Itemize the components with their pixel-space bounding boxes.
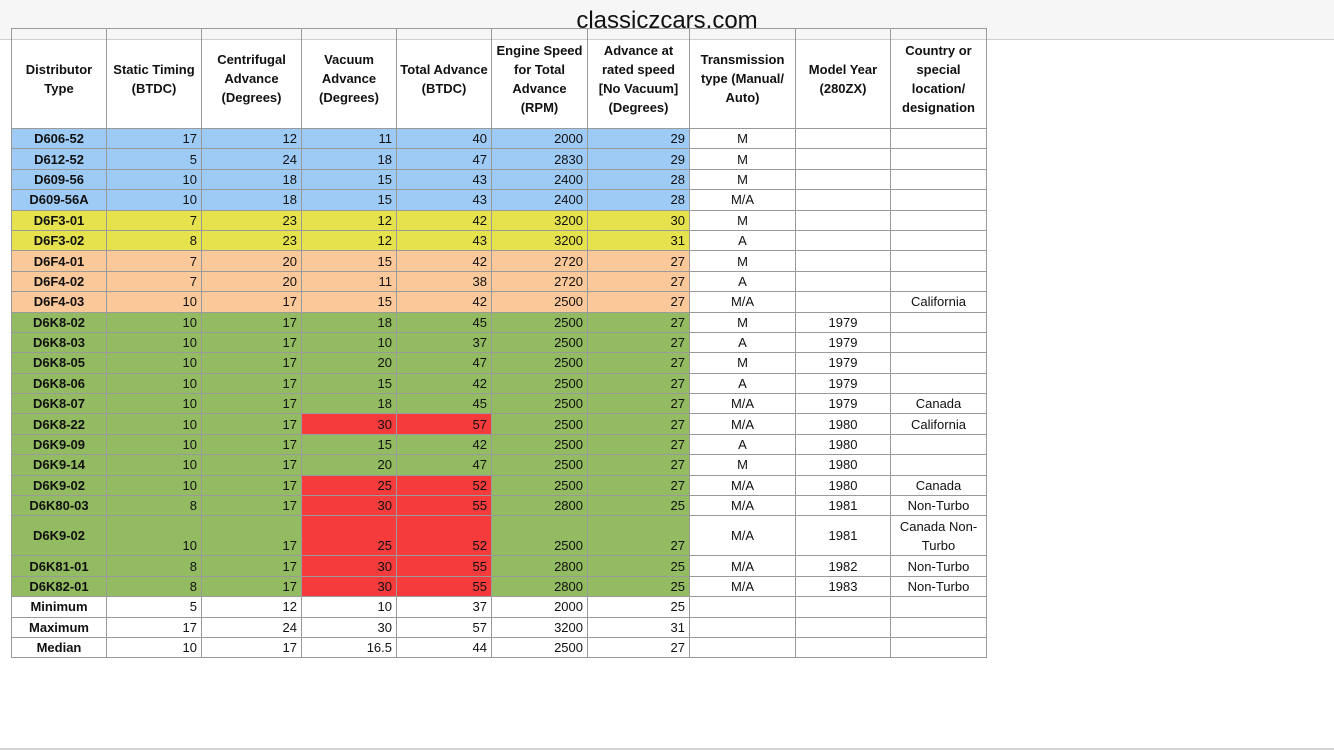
distributor-type-cell: D6K8-06 <box>12 373 107 393</box>
text-cell <box>690 597 796 617</box>
text-cell: M/A <box>690 516 796 556</box>
text-cell <box>690 637 796 657</box>
numeric-cell: 52 <box>397 475 492 495</box>
numeric-cell: 27 <box>588 434 690 454</box>
numeric-cell: 17 <box>202 292 302 312</box>
distributor-table-container <box>11 40 986 656</box>
numeric-cell: 42 <box>397 210 492 230</box>
numeric-cell: 5 <box>107 149 202 169</box>
numeric-cell: 30 <box>302 576 397 596</box>
numeric-cell: 47 <box>397 149 492 169</box>
numeric-cell: 2400 <box>492 190 588 210</box>
text-cell: A <box>690 373 796 393</box>
column-header: Country or special location/ designation <box>891 29 987 129</box>
table-row <box>12 251 987 271</box>
table-row <box>12 475 987 495</box>
numeric-cell: 27 <box>588 516 690 556</box>
table-row <box>12 434 987 454</box>
numeric-cell: 52 <box>397 516 492 556</box>
numeric-cell: 45 <box>397 394 492 414</box>
distributor-type-cell: D6K8-03 <box>12 332 107 352</box>
numeric-cell: 17 <box>202 332 302 352</box>
text-cell: M/A <box>690 292 796 312</box>
numeric-cell: 2500 <box>492 434 588 454</box>
location-cell: Canada Non-Turbo <box>891 516 987 556</box>
text-cell <box>796 292 891 312</box>
numeric-cell: 27 <box>588 414 690 434</box>
numeric-cell: 17 <box>107 617 202 637</box>
text-cell <box>796 597 891 617</box>
numeric-cell: 30 <box>302 617 397 637</box>
numeric-cell: 10 <box>107 637 202 657</box>
distributor-type-cell: D6K9-02 <box>12 475 107 495</box>
text-cell: 1982 <box>796 556 891 576</box>
numeric-cell: 16.5 <box>302 637 397 657</box>
distributor-type-cell: D6K8-02 <box>12 312 107 332</box>
table-row <box>12 597 987 617</box>
table-row <box>12 373 987 393</box>
numeric-cell: 30 <box>302 556 397 576</box>
numeric-cell: 27 <box>588 292 690 312</box>
numeric-cell: 17 <box>107 129 202 149</box>
text-cell: M/A <box>690 496 796 516</box>
location-cell <box>891 230 987 250</box>
numeric-cell: 57 <box>397 414 492 434</box>
numeric-cell: 25 <box>302 516 397 556</box>
numeric-cell: 2500 <box>492 394 588 414</box>
numeric-cell: 43 <box>397 230 492 250</box>
numeric-cell: 42 <box>397 434 492 454</box>
numeric-cell: 11 <box>302 129 397 149</box>
numeric-cell: 43 <box>397 169 492 189</box>
numeric-cell: 12 <box>202 597 302 617</box>
numeric-cell: 17 <box>202 434 302 454</box>
text-cell: 1979 <box>796 312 891 332</box>
numeric-cell: 15 <box>302 434 397 454</box>
numeric-cell: 40 <box>397 129 492 149</box>
distributor-type-cell: D609-56A <box>12 190 107 210</box>
distributor-type-cell: D6F3-02 <box>12 230 107 250</box>
text-cell: M <box>690 353 796 373</box>
numeric-cell: 12 <box>302 210 397 230</box>
distributor-type-cell: D6K8-07 <box>12 394 107 414</box>
location-cell <box>891 169 987 189</box>
numeric-cell: 27 <box>588 455 690 475</box>
column-header: Centrifugal Advance (Degrees) <box>202 29 302 129</box>
text-cell: A <box>690 271 796 291</box>
table-row <box>12 129 987 149</box>
table-row <box>12 353 987 373</box>
distributor-type-cell: D6K8-22 <box>12 414 107 434</box>
numeric-cell: 27 <box>588 637 690 657</box>
table-row <box>12 332 987 352</box>
location-cell: California <box>891 292 987 312</box>
location-cell <box>891 271 987 291</box>
numeric-cell: 17 <box>202 373 302 393</box>
numeric-cell: 45 <box>397 312 492 332</box>
text-cell: M/A <box>690 556 796 576</box>
distributor-type-cell: Median <box>12 637 107 657</box>
numeric-cell: 18 <box>302 312 397 332</box>
distributor-type-cell: D6K9-09 <box>12 434 107 454</box>
numeric-cell: 7 <box>107 251 202 271</box>
numeric-cell: 2500 <box>492 312 588 332</box>
numeric-cell: 20 <box>302 455 397 475</box>
text-cell: M <box>690 210 796 230</box>
table-row <box>12 637 987 657</box>
numeric-cell: 37 <box>397 332 492 352</box>
text-cell: 1981 <box>796 516 891 556</box>
table-row <box>12 394 987 414</box>
numeric-cell: 17 <box>202 516 302 556</box>
column-header: Static Timing (BTDC) <box>107 29 202 129</box>
numeric-cell: 57 <box>397 617 492 637</box>
text-cell <box>796 230 891 250</box>
table-row <box>12 414 987 434</box>
numeric-cell: 5 <box>107 597 202 617</box>
numeric-cell: 2500 <box>492 637 588 657</box>
numeric-cell: 27 <box>588 475 690 495</box>
numeric-cell: 17 <box>202 455 302 475</box>
table-row <box>12 149 987 169</box>
distributor-type-cell: D6F4-03 <box>12 292 107 312</box>
numeric-cell: 2500 <box>492 516 588 556</box>
numeric-cell: 15 <box>302 251 397 271</box>
table-row <box>12 230 987 250</box>
column-header: Model Year (280ZX) <box>796 29 891 129</box>
location-cell <box>891 251 987 271</box>
numeric-cell: 2000 <box>492 129 588 149</box>
numeric-cell: 10 <box>302 597 397 617</box>
numeric-cell: 30 <box>588 210 690 230</box>
numeric-cell: 27 <box>588 373 690 393</box>
text-cell: 1980 <box>796 475 891 495</box>
numeric-cell: 10 <box>302 332 397 352</box>
numeric-cell: 28 <box>588 169 690 189</box>
numeric-cell: 3200 <box>492 210 588 230</box>
numeric-cell: 7 <box>107 271 202 291</box>
numeric-cell: 55 <box>397 496 492 516</box>
numeric-cell: 2800 <box>492 576 588 596</box>
numeric-cell: 25 <box>588 556 690 576</box>
numeric-cell: 11 <box>302 271 397 291</box>
numeric-cell: 2500 <box>492 414 588 434</box>
location-cell <box>891 210 987 230</box>
numeric-cell: 42 <box>397 292 492 312</box>
numeric-cell: 42 <box>397 251 492 271</box>
text-cell: M <box>690 312 796 332</box>
numeric-cell: 10 <box>107 475 202 495</box>
text-cell: A <box>690 332 796 352</box>
numeric-cell: 24 <box>202 617 302 637</box>
text-cell <box>796 129 891 149</box>
numeric-cell: 2720 <box>492 271 588 291</box>
numeric-cell: 23 <box>202 230 302 250</box>
numeric-cell: 3200 <box>492 230 588 250</box>
numeric-cell: 2000 <box>492 597 588 617</box>
text-cell: 1981 <box>796 496 891 516</box>
numeric-cell: 2400 <box>492 169 588 189</box>
distributor-type-cell: D6K8-05 <box>12 353 107 373</box>
distributor-type-cell: D6F4-01 <box>12 251 107 271</box>
numeric-cell: 23 <box>202 210 302 230</box>
text-cell: 1983 <box>796 576 891 596</box>
text-cell: M <box>690 149 796 169</box>
location-cell <box>891 455 987 475</box>
location-cell: Canada <box>891 475 987 495</box>
numeric-cell: 3200 <box>492 617 588 637</box>
numeric-cell: 20 <box>202 251 302 271</box>
numeric-cell: 2830 <box>492 149 588 169</box>
distributor-type-cell: D6K9-14 <box>12 455 107 475</box>
numeric-cell: 28 <box>588 190 690 210</box>
location-cell <box>891 637 987 657</box>
numeric-cell: 18 <box>202 190 302 210</box>
numeric-cell: 47 <box>397 455 492 475</box>
text-cell <box>796 190 891 210</box>
numeric-cell: 31 <box>588 230 690 250</box>
location-cell <box>891 312 987 332</box>
numeric-cell: 17 <box>202 475 302 495</box>
distributor-type-cell: D609-56 <box>12 169 107 189</box>
numeric-cell: 20 <box>202 271 302 291</box>
distributor-type-cell: D6K9-02 <box>12 516 107 556</box>
table-row <box>12 617 987 637</box>
distributor-type-cell: D6F4-02 <box>12 271 107 291</box>
numeric-cell: 24 <box>202 149 302 169</box>
numeric-cell: 17 <box>202 312 302 332</box>
text-cell: M/A <box>690 394 796 414</box>
numeric-cell: 17 <box>202 637 302 657</box>
numeric-cell: 17 <box>202 414 302 434</box>
numeric-cell: 20 <box>302 353 397 373</box>
table-row <box>12 576 987 596</box>
numeric-cell: 10 <box>107 353 202 373</box>
distributor-type-cell: D6K81-01 <box>12 556 107 576</box>
text-cell <box>796 617 891 637</box>
numeric-cell: 27 <box>588 332 690 352</box>
location-cell <box>891 434 987 454</box>
numeric-cell: 8 <box>107 496 202 516</box>
numeric-cell: 31 <box>588 617 690 637</box>
numeric-cell: 15 <box>302 169 397 189</box>
distributor-type-cell: D6F3-01 <box>12 210 107 230</box>
numeric-cell: 55 <box>397 576 492 596</box>
numeric-cell: 43 <box>397 190 492 210</box>
text-cell <box>796 637 891 657</box>
numeric-cell: 7 <box>107 210 202 230</box>
numeric-cell: 29 <box>588 129 690 149</box>
text-cell: M/A <box>690 475 796 495</box>
numeric-cell: 17 <box>202 353 302 373</box>
column-header: Total Advance (BTDC) <box>397 29 492 129</box>
distributor-type-cell: Minimum <box>12 597 107 617</box>
text-cell <box>796 149 891 169</box>
table-row <box>12 455 987 475</box>
numeric-cell: 10 <box>107 434 202 454</box>
table-row <box>12 556 987 576</box>
numeric-cell: 18 <box>302 149 397 169</box>
text-cell <box>796 271 891 291</box>
text-cell <box>690 617 796 637</box>
numeric-cell: 25 <box>302 475 397 495</box>
distributor-table <box>11 28 987 658</box>
column-header: Vacuum Advance (Degrees) <box>302 29 397 129</box>
numeric-cell: 27 <box>588 312 690 332</box>
column-header: Distributor Type <box>12 29 107 129</box>
numeric-cell: 25 <box>588 597 690 617</box>
text-cell: M/A <box>690 414 796 434</box>
location-cell <box>891 190 987 210</box>
numeric-cell: 2800 <box>492 496 588 516</box>
distributor-type-cell: D612-52 <box>12 149 107 169</box>
numeric-cell: 8 <box>107 556 202 576</box>
numeric-cell: 27 <box>588 271 690 291</box>
numeric-cell: 12 <box>202 129 302 149</box>
text-cell <box>796 169 891 189</box>
numeric-cell: 10 <box>107 394 202 414</box>
text-cell: 1979 <box>796 353 891 373</box>
table-row <box>12 210 987 230</box>
text-cell: 1980 <box>796 455 891 475</box>
numeric-cell: 17 <box>202 576 302 596</box>
numeric-cell: 8 <box>107 230 202 250</box>
table-row <box>12 190 987 210</box>
numeric-cell: 2500 <box>492 292 588 312</box>
location-cell <box>891 332 987 352</box>
numeric-cell: 47 <box>397 353 492 373</box>
table-row <box>12 516 987 556</box>
numeric-cell: 27 <box>588 394 690 414</box>
numeric-cell: 12 <box>302 230 397 250</box>
numeric-cell: 25 <box>588 576 690 596</box>
numeric-cell: 2500 <box>492 332 588 352</box>
numeric-cell: 38 <box>397 271 492 291</box>
numeric-cell: 42 <box>397 373 492 393</box>
table-header-row <box>12 29 987 129</box>
column-header: Advance at rated speed [No Vacuum] (Degrees) <box>588 29 690 129</box>
text-cell: M <box>690 129 796 149</box>
numeric-cell: 10 <box>107 312 202 332</box>
numeric-cell: 25 <box>588 496 690 516</box>
numeric-cell: 15 <box>302 373 397 393</box>
distributor-type-cell: D606-52 <box>12 129 107 149</box>
numeric-cell: 10 <box>107 414 202 434</box>
text-cell: 1979 <box>796 373 891 393</box>
table-row <box>12 496 987 516</box>
numeric-cell: 10 <box>107 292 202 312</box>
text-cell: 1980 <box>796 434 891 454</box>
location-cell: Non-Turbo <box>891 576 987 596</box>
numeric-cell: 37 <box>397 597 492 617</box>
column-header: Transmission type (Manual/ Auto) <box>690 29 796 129</box>
text-cell: M <box>690 251 796 271</box>
location-cell <box>891 617 987 637</box>
distributor-type-cell: Maximum <box>12 617 107 637</box>
numeric-cell: 2720 <box>492 251 588 271</box>
numeric-cell: 27 <box>588 353 690 373</box>
location-cell: Non-Turbo <box>891 556 987 576</box>
text-cell: M <box>690 455 796 475</box>
numeric-cell: 8 <box>107 576 202 596</box>
text-cell: M <box>690 169 796 189</box>
numeric-cell: 17 <box>202 556 302 576</box>
text-cell: 1980 <box>796 414 891 434</box>
numeric-cell: 27 <box>588 251 690 271</box>
numeric-cell: 10 <box>107 455 202 475</box>
numeric-cell: 15 <box>302 190 397 210</box>
numeric-cell: 55 <box>397 556 492 576</box>
location-cell: Non-Turbo <box>891 496 987 516</box>
numeric-cell: 17 <box>202 496 302 516</box>
text-cell: A <box>690 230 796 250</box>
location-cell: Canada <box>891 394 987 414</box>
numeric-cell: 10 <box>107 516 202 556</box>
location-cell <box>891 353 987 373</box>
table-row <box>12 169 987 189</box>
numeric-cell: 2800 <box>492 556 588 576</box>
text-cell: 1979 <box>796 332 891 352</box>
location-cell <box>891 597 987 617</box>
numeric-cell: 29 <box>588 149 690 169</box>
text-cell: A <box>690 434 796 454</box>
numeric-cell: 10 <box>107 169 202 189</box>
numeric-cell: 30 <box>302 496 397 516</box>
numeric-cell: 18 <box>302 394 397 414</box>
location-cell <box>891 373 987 393</box>
numeric-cell: 18 <box>202 169 302 189</box>
text-cell <box>796 251 891 271</box>
numeric-cell: 2500 <box>492 373 588 393</box>
text-cell: M/A <box>690 576 796 596</box>
location-cell: California <box>891 414 987 434</box>
table-row <box>12 292 987 312</box>
numeric-cell: 30 <box>302 414 397 434</box>
numeric-cell: 2500 <box>492 353 588 373</box>
text-cell: M/A <box>690 190 796 210</box>
text-cell: 1979 <box>796 394 891 414</box>
location-cell <box>891 149 987 169</box>
numeric-cell: 17 <box>202 394 302 414</box>
site-title: classiczcars.com <box>576 7 758 34</box>
numeric-cell: 15 <box>302 292 397 312</box>
location-cell <box>891 129 987 149</box>
numeric-cell: 10 <box>107 190 202 210</box>
column-header: Engine Speed for Total Advance (RPM) <box>492 29 588 129</box>
numeric-cell: 44 <box>397 637 492 657</box>
distributor-type-cell: D6K82-01 <box>12 576 107 596</box>
text-cell <box>796 210 891 230</box>
numeric-cell: 2500 <box>492 475 588 495</box>
numeric-cell: 2500 <box>492 455 588 475</box>
table-row <box>12 271 987 291</box>
numeric-cell: 10 <box>107 332 202 352</box>
distributor-type-cell: D6K80-03 <box>12 496 107 516</box>
table-row <box>12 312 987 332</box>
numeric-cell: 10 <box>107 373 202 393</box>
